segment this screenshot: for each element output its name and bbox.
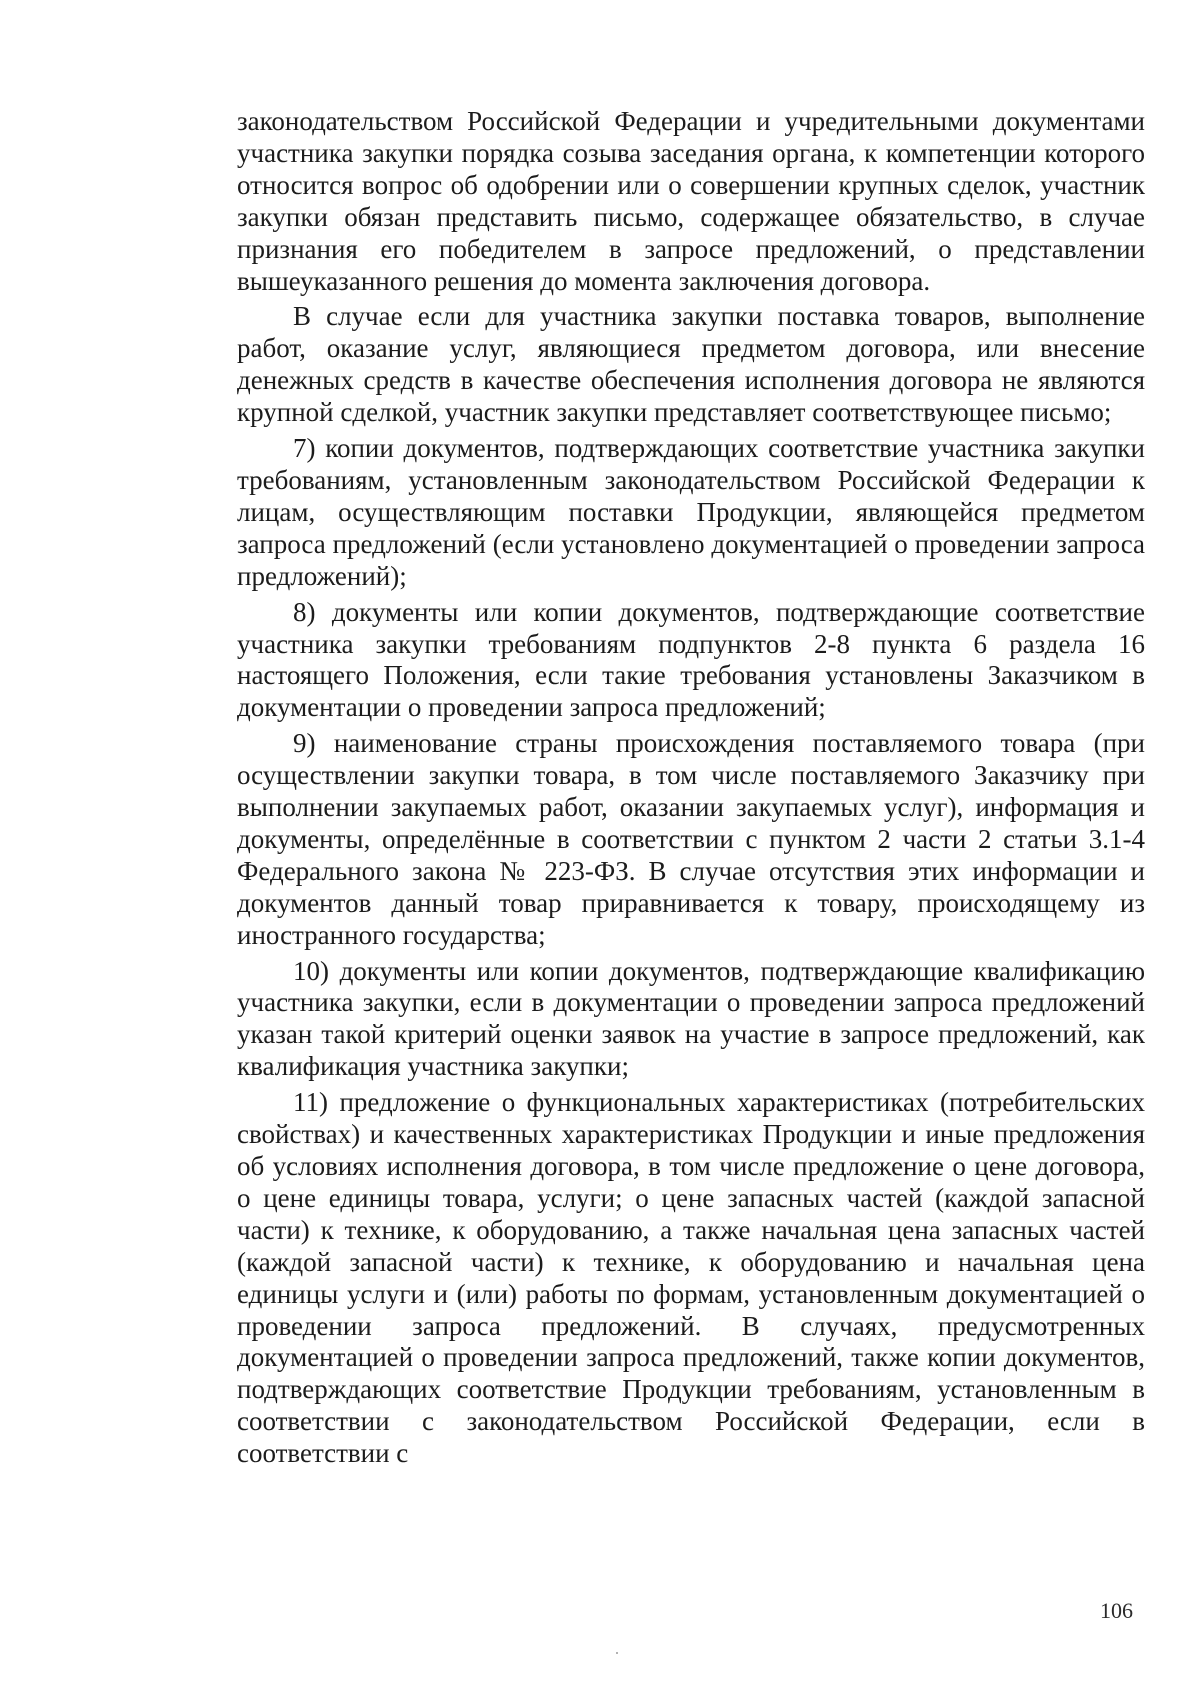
paragraph-continuation: законодательством Российской Федерации и учредительными документами участника закупки порядка созыва заседания органа, к компетенции которого относится вопрос об одобрении или о совершении крупных сделок, участник закупки обязан представить письмо, содержащее обязательство, в случае признания его победителем в запросе предложений, о представлении вышеуказанного решения до момента заключения договора.	[237, 106, 1145, 296]
document-body	[237, 106, 1145, 1474]
paragraph-item-8: 8) документы или копии документов, подтверждающие соответствие участника закупки требованиям подпунктов 2-8 пункта 6 раздела 16 настоящего Положения, если такие требования установлены Заказчиком в документации о проведении запроса предложений;	[237, 596, 1145, 723]
scan-artifact-dot	[616, 1652, 618, 1654]
paragraph-item-7: 7) копии документов, подтверждающих соответствие участника закупки требованиям, установленным законодательством Российской Федерации к лицам, осуществляющим поставки Продукции, являющейся предметом запроса предложений (если установлено документацией о проведении запроса предложений);	[237, 433, 1145, 591]
paragraph-large-deal-letter: В случае если для участника закупки поставка товаров, выполнение работ, оказание услуг, являющиеся предметом договора, или внесение денежных средств в качестве обеспечения исполнения договора не являются крупной сделкой, участник закупки представляет соответствующее письмо;	[237, 301, 1145, 428]
paragraph-item-11: 11) предложение о функциональных характеристиках (потребительских свойствах) и качественных характеристиках Продукции и иные предложения об условиях исполнения договора, в том числе предложение о цене договора, о цене единицы товара, услуги; о цене запасных частей (каждой запасной части) к технике, к оборудованию, а также начальная цена запасных частей (каждой запасной части) к технике, к оборудованию и начальная цена единицы услуги и (или) работы по формам, установленным документацией о проведении запроса предложений. В случаях, предусмотренных документацией о проведении запроса предложений, также копии документов, подтверждающих соответствие Продукции требованиям, установленным в соответствии с законодательством Российской Федерации, если в соответствии с	[237, 1087, 1145, 1469]
paragraph-item-9: 9) наименование страны происхождения поставляемого товара (при осуществлении закупки товара, в том числе поставляемого Заказчику при выполнении закупаемых работ, оказании закупаемых услуг), информация и документы, определённые в соответствии с пунктом 2 части 2 статьи 3.1-4 Федерального закона № 223-ФЗ. В случае отсутствия этих информации и документов данный товар приравнивается к товару, происходящему из иностранного государства;	[237, 728, 1145, 950]
paragraph-item-10: 10) документы или копии документов, подтверждающие квалификацию участника закупки, если в документации о проведении запроса предложений указан такой критерий оценки заявок на участие в запросе предложений, как квалификация участника закупки;	[237, 955, 1145, 1082]
page-number: 106	[1100, 1598, 1133, 1623]
